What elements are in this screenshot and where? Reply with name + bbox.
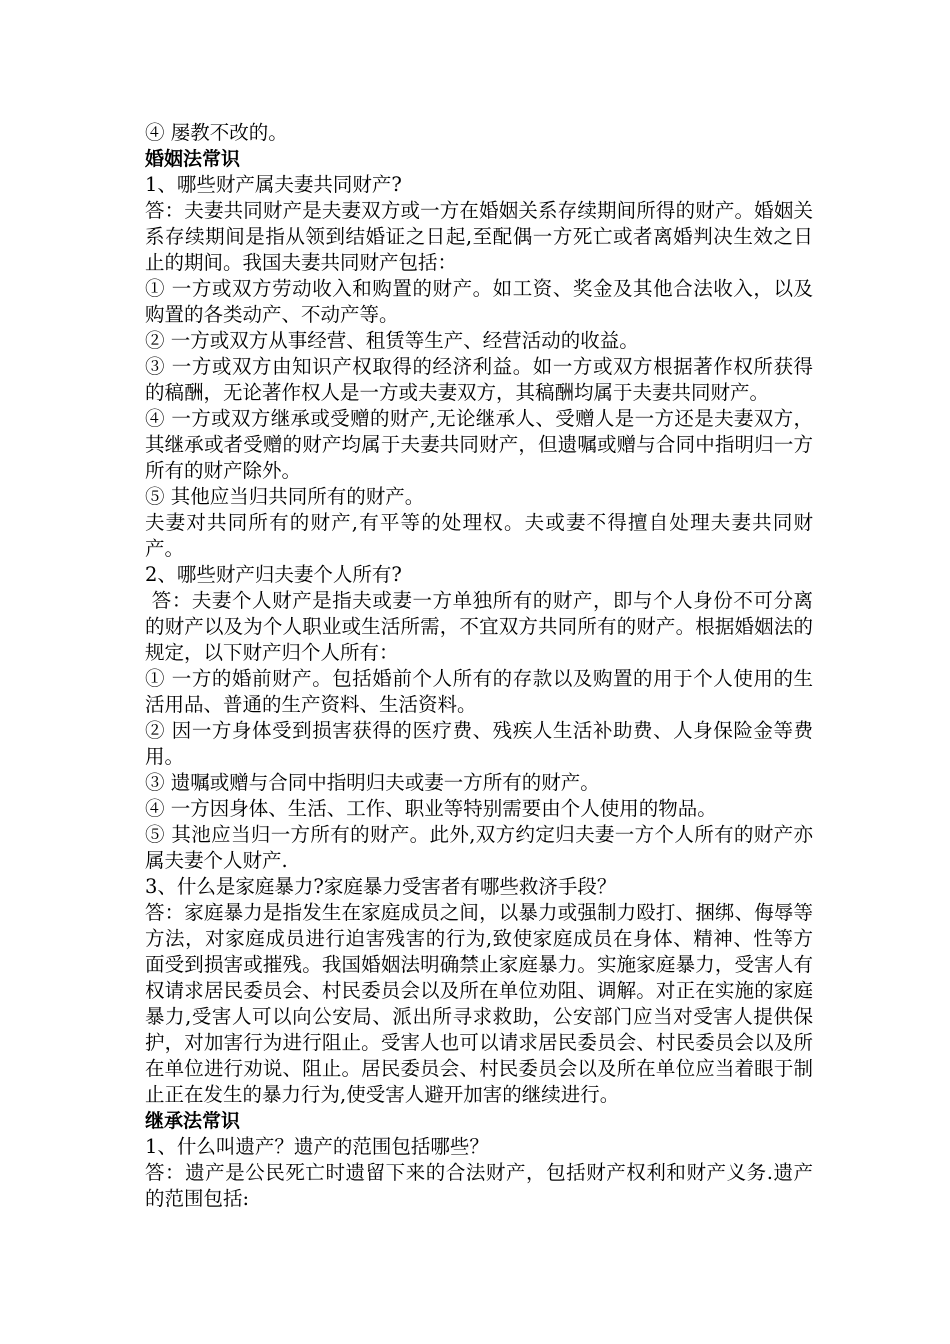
answer: 答：夫妻个人财产是指夫或妻一方单独所有的财产，即与个人身份不可分离的财产以及为个人职业或生活所需，不宜双方共同所有的财产。根据婚姻法的规定，以下财产归个人所有：: [145, 589, 813, 664]
list-item: ⑤ 其池应当归一方所有的财产。此外,双方约定归夫妻一方个人所有的财产亦属夫妻个人财产.: [145, 823, 813, 872]
list-item: ① 一方的婚前财产。包括婚前个人所有的存款以及购置的用于个人使用的生活用品、普通的生产资料、生活资料。: [145, 667, 813, 716]
list-item: ⑤ 其他应当归共同所有的财产。: [145, 485, 425, 508]
list-item: ② 一方或双方从事经营、租赁等生产、经营活动的收益。: [145, 329, 639, 352]
question: 3、什么是家庭暴力?家庭暴力受害者有哪些救济手段？: [145, 875, 617, 898]
answer: 答：遗产是公民死亡时遗留下来的合法财产，包括财产权利和财产义务.遗产的范围包括:: [145, 1161, 813, 1210]
list-item: ④ 一方因身体、生活、工作、职业等特别需要由个人使用的物品。: [145, 797, 717, 820]
document-body: [145, 120, 813, 1212]
question: 1、哪些财产属夫妻共同财产?: [145, 173, 402, 196]
list-item: ① 一方或双方劳动收入和购置的财产。如工资、奖金及其他合法收入，以及购置的各类动产、不动产等。: [145, 277, 813, 326]
list-item: ③ 遗嘱或赠与合同中指明归夫或妻一方所有的财产。: [145, 771, 600, 794]
list-item: ③ 一方或双方由知识产权取得的经济利益。如一方或双方根据著作权所获得的稿酬，无论著作权人是一方或夫妻双方，其稿酬均属于夫妻共同财产。: [145, 355, 813, 404]
question: 2、哪些财产归夫妻个人所有?: [145, 563, 402, 586]
answer: 答：家庭暴力是指发生在家庭成员之间，以暴力或强制力殴打、捆绑、侮辱等方法，对家庭成员进行迫害残害的行为,致使家庭成员在身体、精神、性等方面受到损害或摧残。我国婚姻法明确禁止家庭暴力。实施家庭暴力，受害人有权请求居民委员会、村民委员会以及所在单位劝阻、调解。对正在实施的家庭暴力,受害人可以向公安局、派出所寻求救助，公安部门应当对受害人提供保护，对加害行为进行阻止。受害人也可以请求居民委员会、村民委员会以及所在单位进行劝说、阻止。居民委员会、村民委员会以及所在单位应当着眼于制止正在发生的暴力行为,使受害人避开加害的继续进行。: [145, 901, 813, 1106]
paragraph: 夫妻对共同所有的财产,有平等的处理权。夫或妻不得擅自处理夫妻共同财产。: [145, 511, 813, 560]
section-heading-inheritance-law: 继承法常识: [145, 1110, 241, 1132]
section-heading-marriage-law: 婚姻法常识: [145, 148, 241, 170]
list-item: ② 因一方身体受到损害获得的医疗费、残疾人生活补助费、人身保险金等费用。: [145, 719, 813, 768]
list-item: ④ 一方或双方继承或受赠的财产,无论继承人、受赠人是一方还是夫妻双方，其继承或者受赠的财产均属于夫妻共同财产，但遗嘱或赠与合同中指明归一方所有的财产除外。: [145, 407, 813, 482]
question: 1、什么叫遗产？遗产的范围包括哪些？: [145, 1135, 489, 1158]
paragraph: ④ 屡教不改的。: [145, 121, 288, 144]
answer: 答：夫妻共同财产是夫妻双方或一方在婚姻关系存续期间所得的财产。婚姻关系存续期间是指从领到结婚证之日起,至配偶一方死亡或者离婚判决生效之日止的期间。我国夫妻共同财产包括：: [145, 199, 813, 274]
